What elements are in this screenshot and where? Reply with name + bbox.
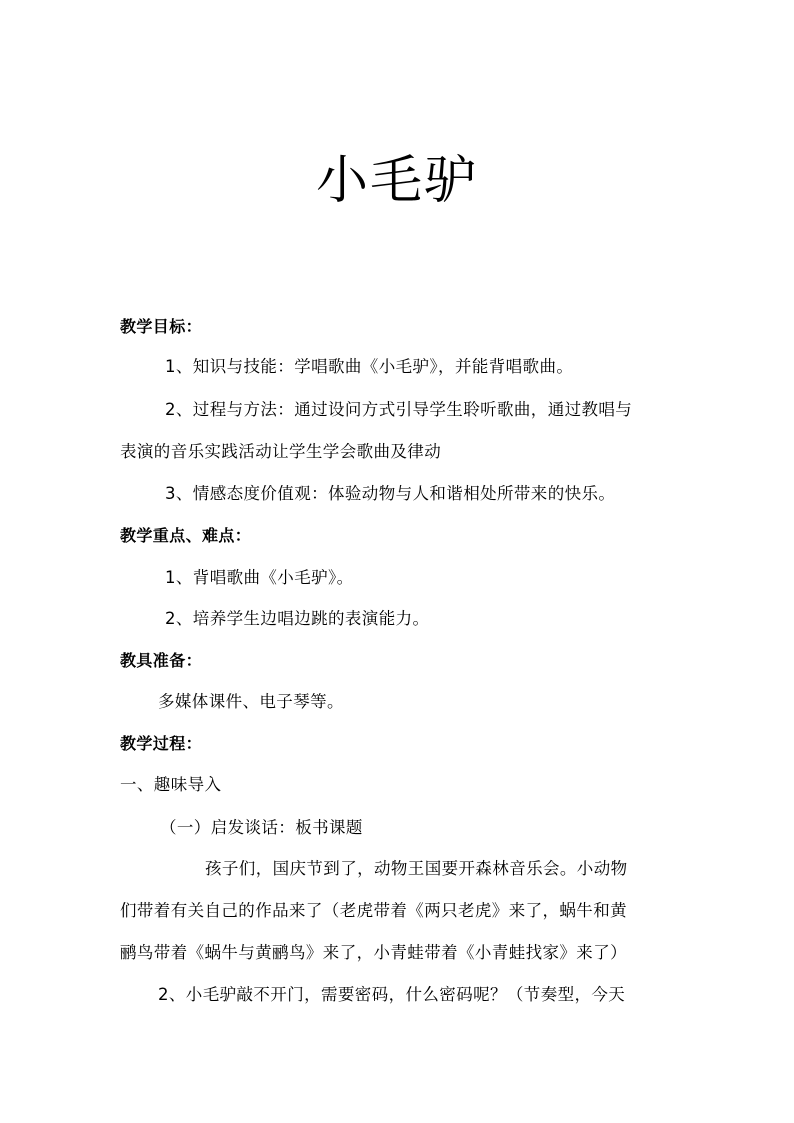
keypoints-heading: 教学重点、难点： xyxy=(120,526,252,545)
objectives-item-1: 1、知识与技能：学唱歌曲《小毛驴》，并能背唱歌曲。 xyxy=(165,357,574,376)
process-heading: 教学过程： xyxy=(120,734,203,753)
process-part-1: 一、趣味导入 xyxy=(120,775,222,794)
objectives-item-2-line-1: 2、过程与方法：通过设问方式引导学生聆听歌曲，通过教唱与 xyxy=(165,400,633,419)
process-paragraph-line-1: 孩子们，国庆节到了，动物王国要开森林音乐会。小动物 xyxy=(205,859,628,878)
materials-heading: 教具准备： xyxy=(120,651,203,670)
process-paragraph-line-2: 们带着有关自己的作品来了（老虎带着《两只老虎》来了，蜗牛和黄 xyxy=(120,901,627,920)
process-step-2: 2、小毛驴敲不开门，需要密码，什么密码呢？（节奏型，今天 xyxy=(158,985,626,1004)
keypoints-item-2: 2、培养学生边唱边跳的表演能力。 xyxy=(165,609,430,628)
process-paragraph-line-3: 鹂鸟带着《蜗牛与黄鹂鸟》来了，小青蛙带着《小青蛙找家》来了） xyxy=(120,943,627,962)
objectives-item-2-line-2: 表演的音乐实践活动让学生学会歌曲及律动 xyxy=(120,442,442,461)
keypoints-item-1: 1、背唱歌曲《小毛驴》。 xyxy=(165,568,354,587)
objectives-heading: 教学目标： xyxy=(120,317,203,336)
page-title: 小毛驴 xyxy=(315,151,478,211)
materials-text: 多媒体课件、电子琴等。 xyxy=(158,692,344,711)
objectives-item-3: 3、情感态度价值观：体验动物与人和谐相处所带来的快乐。 xyxy=(165,484,616,503)
process-sub-1: （一）启发谈话：板书课题 xyxy=(160,818,363,837)
